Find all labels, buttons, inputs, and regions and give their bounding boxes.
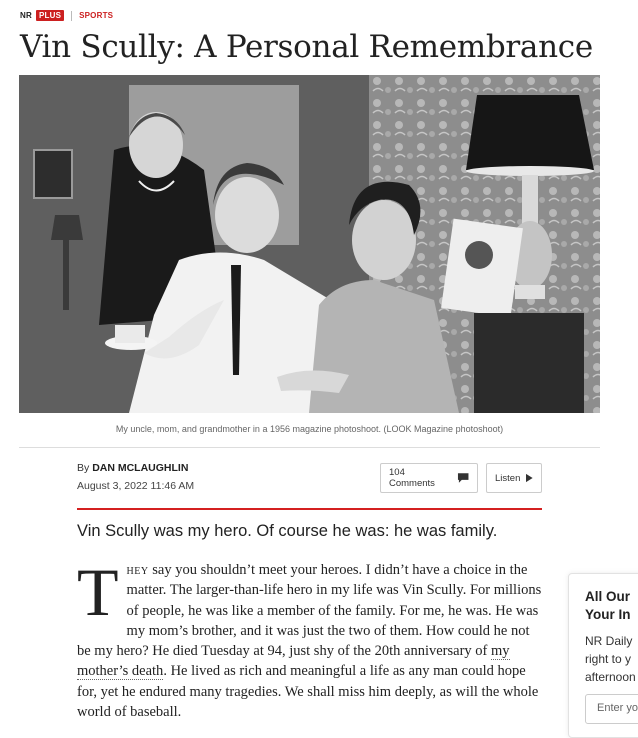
- publish-date: August 3, 2022 11:46 AM: [77, 480, 195, 492]
- article-dek: Vin Scully was my hero. Of course he was: he was family.: [77, 522, 498, 540]
- mothers-death-link[interactable]: my mother’s death: [77, 643, 510, 680]
- caption-divider: [19, 447, 600, 448]
- body-text-1: say you shouldn’t meet your heroes. I didn’t have a choice in the matter. The larger-than-life hero in my life was Vin Scully. For millions of people, he was like a member of the family. For me, he was. He was my mom’s brother, and it was just the two of them. How could he not be my hero? He died Tuesday at 94, just shy of the 20th anniversary of: [77, 562, 542, 660]
- promo-heading-line-2: Your In: [585, 607, 631, 622]
- promo-heading: [585, 588, 638, 624]
- lead-smallcaps: hey: [126, 562, 149, 578]
- comments-label: 104 Comments: [389, 467, 435, 489]
- byline-prefix: By: [77, 462, 90, 474]
- promo-line-3: afternoon: [585, 670, 636, 684]
- nr-logo[interactable]: NR: [20, 11, 32, 20]
- drop-cap: T: [77, 554, 119, 630]
- plus-badge[interactable]: PLUS: [36, 10, 64, 21]
- body-text-2: . He lived as rich and meaningful a life as any man could hope for, yet he endured many tragedies. We shall miss him deeply, as will the whole world of baseball.: [77, 663, 539, 721]
- article-title: Vin Scully: A Personal Remembrance: [20, 29, 593, 65]
- speech-bubble-icon: [457, 472, 469, 484]
- article-body: [77, 554, 542, 722]
- section-kicker: [20, 10, 113, 21]
- promo-line-1: NR Daily: [585, 634, 633, 648]
- author-link[interactable]: DAN MCLAUGHLIN: [92, 462, 189, 474]
- comments-button[interactable]: [380, 463, 478, 493]
- section-link[interactable]: SPORTS: [79, 11, 114, 20]
- newsletter-promo: [568, 573, 638, 738]
- photo-caption: My uncle, mom, and grandmother in a 1956 magazine photoshoot. (LOOK Magazine photoshoot): [115, 424, 504, 434]
- promo-heading-line-1: All Our: [585, 589, 631, 604]
- play-icon: [526, 473, 533, 483]
- listen-label: Listen: [495, 472, 521, 484]
- article-photo: [19, 75, 600, 413]
- newsletter-email-input[interactable]: Enter yo: [585, 694, 638, 724]
- kicker-divider: [71, 11, 72, 21]
- byline: [77, 462, 188, 474]
- listen-button[interactable]: [486, 463, 542, 493]
- promo-line-2: right to y: [585, 652, 632, 666]
- header-rule: [77, 508, 542, 510]
- promo-text: [585, 632, 638, 686]
